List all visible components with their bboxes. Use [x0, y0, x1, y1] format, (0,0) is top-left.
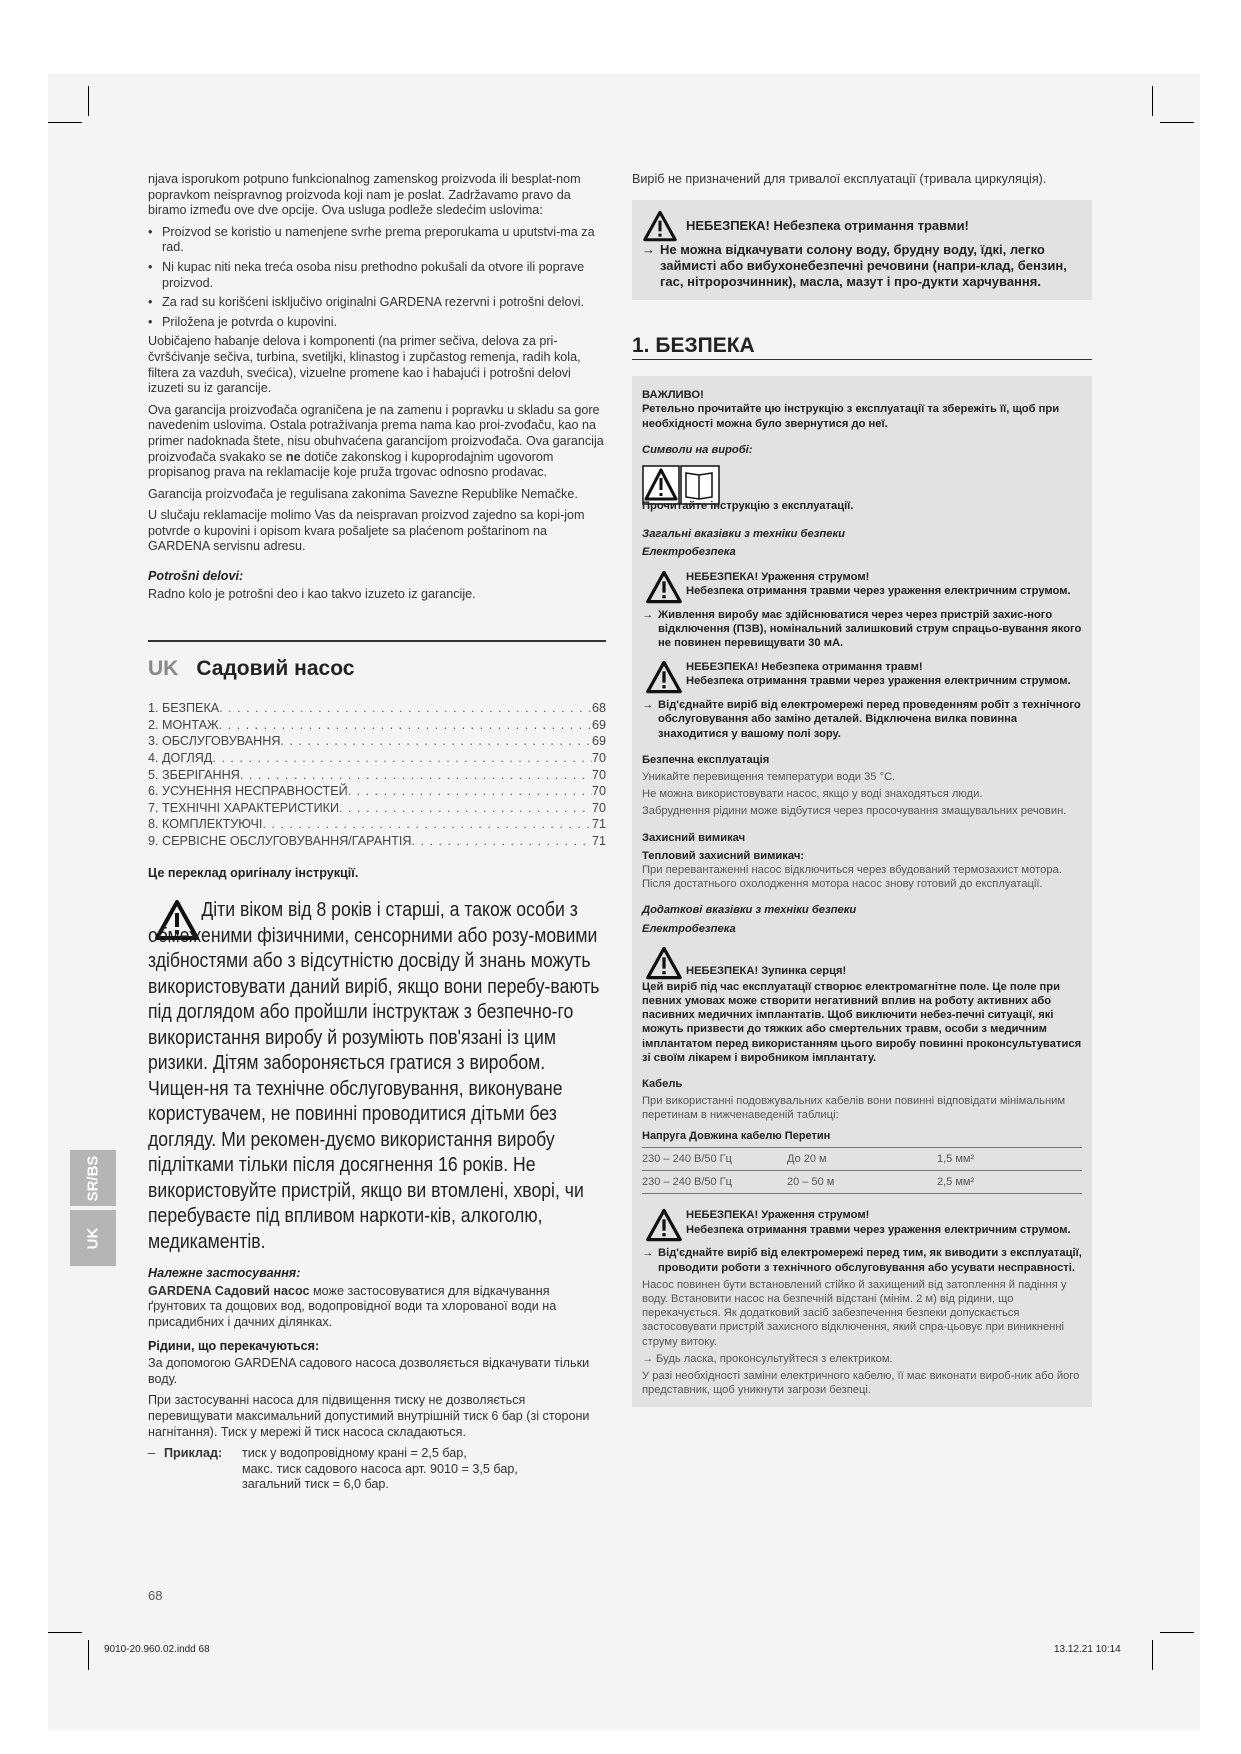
- toc-item[interactable]: 6. УСУНЕННЯ НЕСПРАВНОСТЕЙ . . . 70: [148, 783, 606, 800]
- paragraph: U slučaju reklamacije molimo Vas da neispravan proizvod zajedno sa kopi-jom potvrde o kupovini i opisom kvara pošaljete sa plaćenom poštarinom na GARDENA servisnu adresu.: [148, 508, 585, 554]
- side-tab-uk: UK: [70, 1210, 116, 1266]
- important-text: Ретельно прочитайте цю інструкцію з експлуатації та збережіть її, щоб при необхідності можна було звернутися до неї.: [642, 403, 1060, 430]
- toc-item[interactable]: 7. ТЕХНІЧНІ ХАРАКТЕРИСТИКИ . . . 70: [148, 800, 606, 817]
- breaker-title: Захисний вимикач: [642, 831, 746, 844]
- fluids-text: За допомогою GARDENA садового насоса дозволяється відкачувати тільки воду.: [148, 1356, 590, 1386]
- fluids-title: Рідини, що перекачуються:: [148, 1338, 320, 1353]
- warning-icon: [642, 946, 686, 980]
- crop-mark: [1160, 122, 1194, 123]
- cable-table: Напруга Довжина кабелю Перетин 230 – 240 В/50 Гц До 20 м 1,5 мм² 230 – 240 В/50 Гц 20 – 50 м 2,5 мм²: [642, 1129, 1082, 1195]
- danger-box: НЕБЕЗПЕКА! Небезпека отримання травми! → Не можна відкачувати солону воду, брудну воду, їдкі, легко займисті або вибухонебезпечні речовини (напри-клад, бензин, гас, нітророзчинник), масла, мазут і про-дукти харчування.: [632, 200, 1092, 300]
- warning-2: НЕБЕЗПЕКА! Небезпека отримання травм! Небезпека отримання травми через ураження електричним струмом.: [642, 660, 1082, 694]
- crop-mark: [88, 86, 89, 116]
- toc-item[interactable]: 1. БЕЗПЕКА . . . 68: [148, 700, 606, 717]
- side-tab-srbs: SR/BS: [70, 1150, 116, 1206]
- divider: [148, 640, 606, 642]
- warning-icon: [642, 660, 686, 694]
- toc-item[interactable]: 4. ДОГЛЯД . . . 70: [148, 750, 606, 767]
- table-of-contents: [148, 700, 606, 849]
- elec-title: Електробезпека: [642, 546, 736, 559]
- wear-title: Potrošni delovi:: [148, 569, 244, 584]
- electrician-text: → Будь ласка, проконсультуйтеся з електриком.: [642, 1352, 893, 1365]
- warning-2-action: → Від'єднайте виріб від електромережі перед проведенням робіт з технічного обслуговування або заміно деталей. Відключена вилка повинна знаходитися у вашому полі зору.: [642, 699, 1081, 740]
- right-column: [632, 172, 1092, 1407]
- thermal-title: Тепловий захисний вимикач:: [642, 849, 805, 862]
- table-row: 230 – 240 В/50 Гц 20 – 50 м 2,5 мм²: [642, 1170, 1082, 1194]
- crop-mark: [1160, 1632, 1194, 1633]
- crop-mark: [1152, 86, 1153, 116]
- warning-4-action: → Від'єднайте виріб від електромережі перед тим, як виводити з експлуатації, проводити роботи з технічного обслуговування або усувати несправності.: [642, 1247, 1082, 1274]
- list-item: • Priložena je potvrda o kupovini.: [148, 314, 338, 329]
- pressure-text: При застосуванні насоса для підвищення тиску не дозволяється перевищувати максимальний допустимий внутрішній тиск 6 бар (зі сторони нагнітання). Тиск у мережі й тиск насоса складаються.: [148, 1393, 590, 1439]
- general-title: Загальні вказівки з техніки безпеки: [642, 528, 845, 541]
- example: – Приклад: тиск у водопровідному крані = 2,5 бар, макс. тиск садового насоса арт. 9010 = 3,5 бар, загальний тиск = 6,0 бар.: [148, 1446, 518, 1492]
- warning-icon: [642, 1208, 686, 1242]
- use-title: Належне застосування:: [148, 1266, 301, 1281]
- left-column: [148, 172, 606, 1493]
- additional-title: Додаткові вказівки з техніки безпеки: [642, 904, 857, 917]
- translation-note: Це переклад оригіналу інструкції.: [148, 865, 359, 880]
- toc-item[interactable]: 5. ЗБЕРІГАННЯ . . . 70: [148, 767, 606, 784]
- warning-1-action: → Живлення виробу має здійснюватися через через пристрій захис-ного відключення (ПЗВ), номінальний залишковий струм спрацьо-вування якого не повинен перевищувати 30 мА.: [642, 608, 1082, 650]
- elec-title-2: Електробезпека: [642, 922, 736, 935]
- safety-box: [632, 376, 1092, 1407]
- table-row: 230 – 240 В/50 Гц До 20 м 1,5 мм²: [642, 1147, 1082, 1170]
- use-text: GARDENA Садовий насос може застосовуватися для відкачування ґрунтових та дощових вод, водопровідної води та хлорованої води на присадибних і дачних ділянках.: [148, 1283, 557, 1329]
- footer-date: 13.12.21 10:14: [1054, 1644, 1121, 1655]
- toc-item[interactable]: 3. ОБСЛУГОВУВАННЯ . . . 69: [148, 733, 606, 750]
- children-warning: Діти віком від 8 років і старші, а також особи з обмеженими фізичними, сенсорними або розу-мовими здібностями або з відсутністю досвіду й знань можуть використовувати даний виріб, якщо вони перебу-вають під доглядом або пройшли інструктаж з безпечно-го використання виробу й розуміють пов'язані із цим ризики. Дітям забороняється гратися з виробом. Чищен-ня та технічне обслуговування, виконуване користувачем, не повинні проводитися дітьми без догляду. Ми рекомен-дуємо використання виробу підлітками тільки після досягнення 16 років. Не використовуйте пристрій, якщо ви втомлені, хворі, чи перебуваєте під впливом наркоти-ків, алкоголю, медикаментів.: [148, 898, 600, 1253]
- wear-text: Radno kolo je potrošni deo i kao takvo izuzeto iz garancije.: [148, 586, 476, 601]
- warning-icon: [642, 570, 686, 604]
- list-item: • Za rad su korišćeni isključivo originalni GARDENA rezervni i potrošni delovi.: [148, 295, 585, 310]
- footer-file: 9010-20.960.02.indd 68: [104, 1644, 210, 1655]
- crop-mark: [48, 122, 82, 123]
- page-title: UK Садовий насос: [148, 657, 355, 681]
- toc-item[interactable]: 2. МОНТАЖ . . . 69: [148, 717, 606, 734]
- warning-3: НЕБЕЗПЕКА! Зупинка серця!: [642, 946, 1082, 980]
- paragraph: Ova garancija proizvođača ograničena je na zamenu i popravku u skladu sa gore navedenim uslovima. Ostala potraživanja prema nama kao proi-zvođaču, kao na primer nadoknada štete, nisu obuhvaćena garancijom proizvođača. Ova garancija proizvođača svakako se ne dotiče zakonskog i kupoprodajnim ugovorom propisanog prava na reklamacije koje pruža trgovac odnosno prodavac.: [148, 402, 604, 480]
- warning-icon: [642, 210, 678, 242]
- warning-3-text: Цей виріб під час експлуатації створює електромагнітне поле. Це поле при певних умовах може створити негативний вплив на роботу активних або пасивних медичних імплантатів. Щоб виключити небез-печні ситуації, які можуть призвести до тяжких або смертельних травм, особи з медичним імплантатом перед використанням цього виробу повинні проконсультуватися зі своїм лікарем і виробником імплантату.: [642, 980, 1082, 1064]
- intro-text: njava isporukom potpuno funkcionalnog zamenskog proizvoda ili besplat-nom popravkom neispravnog proizvoda koji nam je poslat. Zadržavamo pravo da biramo između ove dve opcije. Ova usluga podleže sledećim uslovima:: [148, 172, 581, 218]
- crop-mark: [88, 1640, 89, 1670]
- thermal-text: При перевантаженні насос відключиться через вбудований термозахист мотора. Після достатнього охолодження мотора насос знову готовий до експлуатації.: [642, 864, 1062, 891]
- list-item: • Proizvod se koristio u namenjene svrhe prema preporukama u uputstvi-ma za rad.: [148, 224, 595, 255]
- cable-title: Кабель: [642, 1078, 683, 1091]
- paragraph: Garancija proizvođača je regulisana zakonima Savezne Republike Nemačke.: [148, 486, 578, 501]
- cable-replace-text: У разі необхідності заміни електричного кабелю, її має виконати вироб-ник або його представник, щоб уникнути загрози безпеці.: [642, 1369, 1080, 1397]
- toc-item[interactable]: 9. СЕРВІСНЕ ОБСЛУГОВУВАННЯ/ГАРАНТІЯ . . . 71: [148, 833, 606, 850]
- toc-item[interactable]: 8. КОМПЛЕКТУЮЧІ . . . 71: [148, 816, 606, 833]
- crop-mark: [1152, 1640, 1153, 1670]
- section-title: 1. БЕЗПЕКА: [632, 338, 1092, 361]
- safe-op-text: Забруднення рідини може відбутися через просочування змащувальних речовин.: [642, 805, 1067, 818]
- not-intended-text: Виріб не призначений для тривалої експлуатації (тривала циркуляція).: [632, 172, 1047, 186]
- safe-op-text: Уникайте перевищення температури води 35 °C.: [642, 771, 896, 784]
- read-manual-text: Прочитайте інструкцію з експлуатації.: [642, 500, 854, 512]
- warning-4: НЕБЕЗПЕКА! Ураження струмом! Небезпека отримання травми через ураження електричним струмом.: [642, 1208, 1082, 1242]
- crop-mark: [48, 1632, 82, 1633]
- important-label: ВАЖЛИВО!: [642, 389, 704, 402]
- warning-1: НЕБЕЗПЕКА! Ураження струмом! Небезпека отримання травми через ураження електричним струмом.: [642, 570, 1082, 604]
- page-number: 68: [148, 1588, 163, 1603]
- symbols-title: Символи на виробі:: [642, 443, 753, 456]
- safe-op-title: Безпечна експлуатація: [642, 753, 770, 766]
- install-text: Насос повинен бути встановлений стійко й захищений від затоплення й падіння у воду. Встановити насос на безпечній відстані (мінім. 2 м) від рідини, що перекачується. Як додатковий засіб забезпечення безпеки допускається застосовувати пристрій захисного відключення, який спра-цьовує при виникненні струму витоку.: [642, 1278, 1067, 1348]
- paragraph: Uobičajeno habanje delova i komponenti (na primer sečiva, delova za pri-čvršćivanje sečiva, turbina, svetiljki, klinastog i zupčastog remenja, radih kola, filtera za vazduh, svećica), vizuelne promene kao i habajući i potrošni delovi izuzeti su iz garancije.: [148, 334, 581, 396]
- list-item: • Ni kupac niti neka treća osoba nisu prethodno pokušali da otvore ili poprave proizvod.: [148, 259, 585, 290]
- safe-op-text: Не можна використовувати насос, якщо у воді знаходяться люди.: [642, 788, 983, 801]
- cable-text: При використанні подовжувальних кабелів вони повинні відповідати мінімальним перетинам в нижченаведеній таблиці:: [642, 1095, 1066, 1122]
